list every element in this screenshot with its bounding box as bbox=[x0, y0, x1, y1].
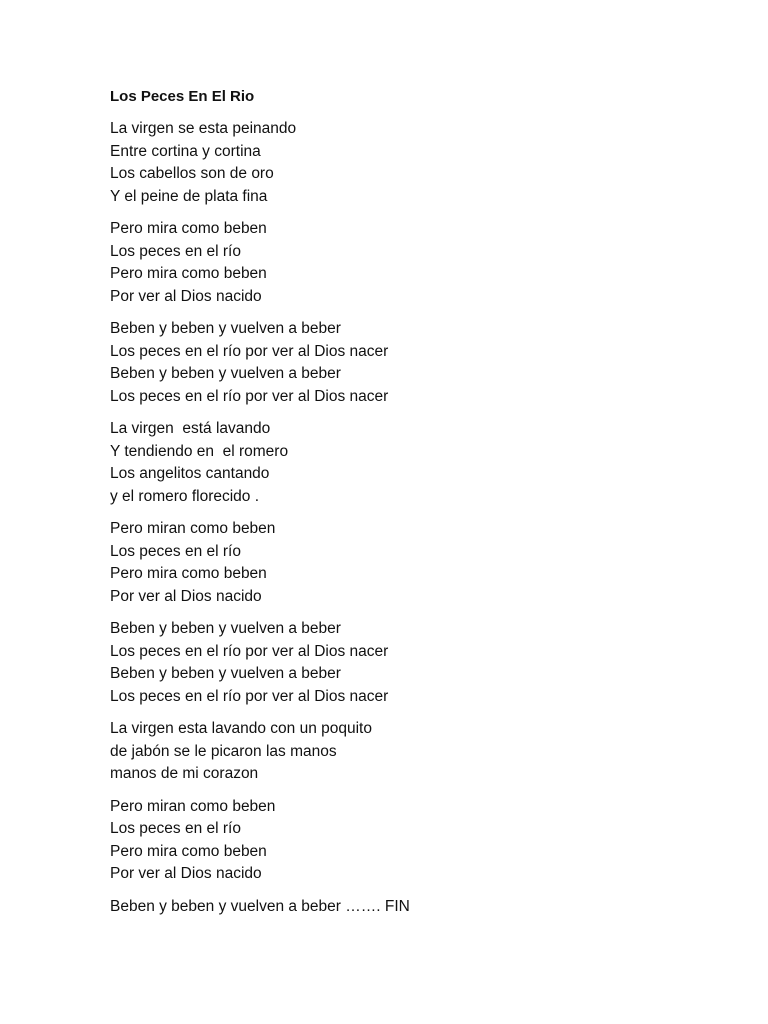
lyric-line: Por ver al Dios nacido bbox=[110, 587, 262, 605]
lyric-line: Pero mira como beben bbox=[110, 220, 267, 237]
lyric-line: Por ver al Dios nacido bbox=[110, 287, 262, 305]
lyric-line: Y el peine de plata fina bbox=[110, 187, 268, 205]
lyric-line: Pero mira como beben bbox=[110, 265, 267, 282]
stanza bbox=[110, 418, 710, 508]
document-title: Los Peces En El Rio bbox=[110, 88, 255, 105]
lyrics bbox=[110, 118, 710, 918]
stanza bbox=[110, 518, 710, 608]
lyric-line: Los peces en el río bbox=[110, 542, 241, 560]
stanza bbox=[110, 718, 710, 786]
stanza bbox=[110, 896, 710, 919]
lyric-line: Pero miran como beben bbox=[110, 520, 276, 537]
stanza bbox=[110, 318, 710, 408]
lyric-line: de jabón se le picaron las manos bbox=[110, 742, 337, 760]
lyric-line: Beben y beben y vuelven a beber ……. FIN bbox=[110, 897, 410, 915]
lyric-line: La virgen esta lavando con un poquito bbox=[110, 720, 372, 737]
lyric-line: Entre cortina y cortina bbox=[110, 142, 261, 160]
lyric-line: La virgen se esta peinando bbox=[110, 120, 297, 137]
lyric-line: Los peces en el río por ver al Dios nacer bbox=[110, 342, 389, 360]
lyric-line: Beben y beben y vuelven a beber bbox=[110, 365, 341, 382]
stanza bbox=[110, 796, 710, 886]
lyric-line: Beben y beben y vuelven a beber bbox=[110, 620, 341, 637]
lyric-line: Pero miran como beben bbox=[110, 797, 276, 815]
stanza bbox=[110, 618, 710, 708]
lyric-line: Y tendiendo en el romero bbox=[110, 442, 289, 460]
lyric-line: Los angelitos cantando bbox=[110, 465, 270, 482]
lyric-line: Los peces en el río por ver al Dios nacer bbox=[110, 387, 389, 405]
lyric-line: Los peces en el río por ver al Dios nacer bbox=[110, 687, 389, 705]
lyric-line: Los peces en el río bbox=[110, 242, 241, 260]
lyric-line: La virgen está lavando bbox=[110, 420, 271, 437]
lyric-line: Los peces en el río por ver al Dios nacer bbox=[110, 642, 389, 660]
stanza bbox=[110, 118, 710, 208]
lyric-line: Los cabellos son de oro bbox=[110, 165, 274, 182]
lyric-line: Los peces en el río bbox=[110, 820, 241, 837]
lyric-line: Pero mira como beben bbox=[110, 565, 267, 582]
lyric-line: Beben y beben y vuelven a beber bbox=[110, 320, 341, 337]
lyric-line: y el romero florecido . bbox=[110, 487, 260, 505]
document-body bbox=[110, 86, 710, 928]
lyric-line: manos de mi corazon bbox=[110, 765, 259, 782]
stanza bbox=[110, 218, 710, 308]
lyric-line: Beben y beben y vuelven a beber bbox=[110, 665, 341, 682]
lyric-line: Pero mira como beben bbox=[110, 842, 267, 860]
lyric-line: Por ver al Dios nacido bbox=[110, 865, 262, 882]
